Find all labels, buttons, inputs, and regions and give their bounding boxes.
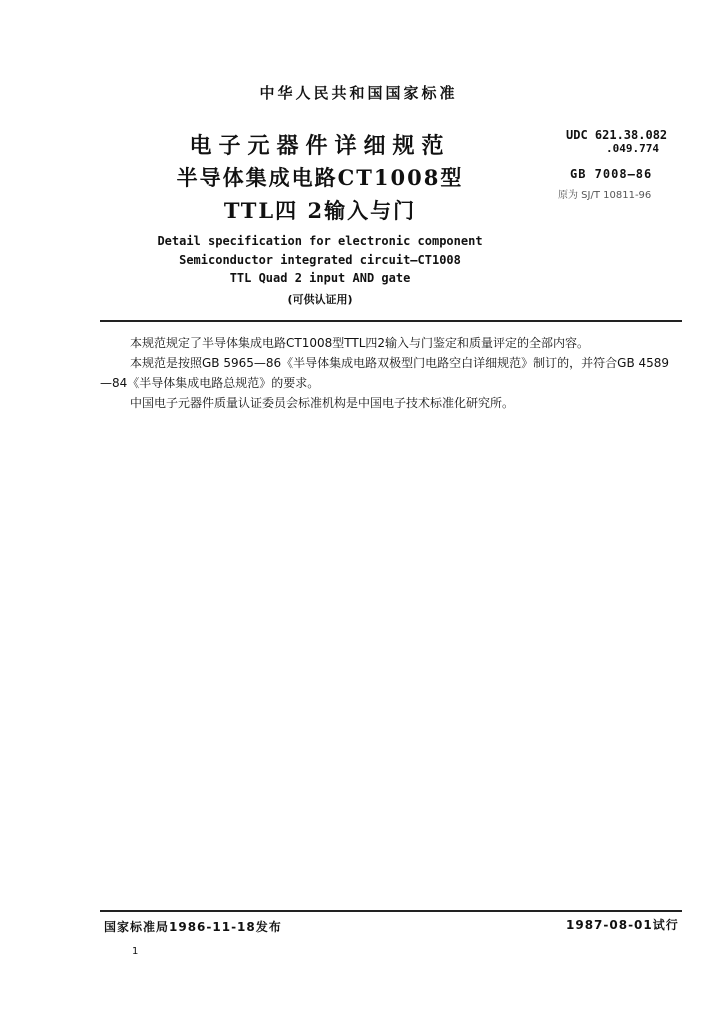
title-cn-line2: 半导体集成电路CT1008型 <box>176 165 464 190</box>
title-en-line2: Semiconductor integrated circuit—CT1008 <box>179 253 461 267</box>
udc-code-continued: .049.774 <box>606 142 659 155</box>
udc-code: UDC 621.38.082 <box>566 128 668 142</box>
scope-paragraph: 本规范规定了半导体集成电路CT1008型TTL四2输入与门鉴定和质量评定的全部内容。 <box>130 336 590 350</box>
basis-paragraph: 本规范是按照GB 5965—86《半导体集成电路双极型门电路空白详细规范》制订的，并符合GB 4589—84《半导体集成电路总规范》的要求。 <box>100 356 670 390</box>
title-cn-line3: TTL四 2输入与门 <box>223 198 417 223</box>
title-en-line3: TTL Quad 2 input AND gate <box>229 271 411 285</box>
footer-divider <box>100 910 682 912</box>
authority-paragraph: 中国电子元器件质量认证委员会标准机构是中国电子技术标准化研究所。 <box>130 396 515 410</box>
title-cn-line1: 电子元器件详细规范 <box>189 133 451 159</box>
title-en-line1: Detail specification for electronic component <box>157 234 483 248</box>
issuing-organization: 中华人民共和国国家标准 <box>259 84 458 102</box>
publication-date: 国家标准局1986-11-18发布 <box>104 920 282 934</box>
header-divider <box>100 320 682 322</box>
implementation-date: 1987-08-01试行 <box>566 918 679 932</box>
gb-standard-number: GB 7008—86 <box>570 167 653 181</box>
page-number: 1 <box>132 946 139 957</box>
certification-note: (可供认证用) <box>287 293 353 306</box>
replaces-note: 原为 SJ/T 10811-96 <box>558 190 652 201</box>
